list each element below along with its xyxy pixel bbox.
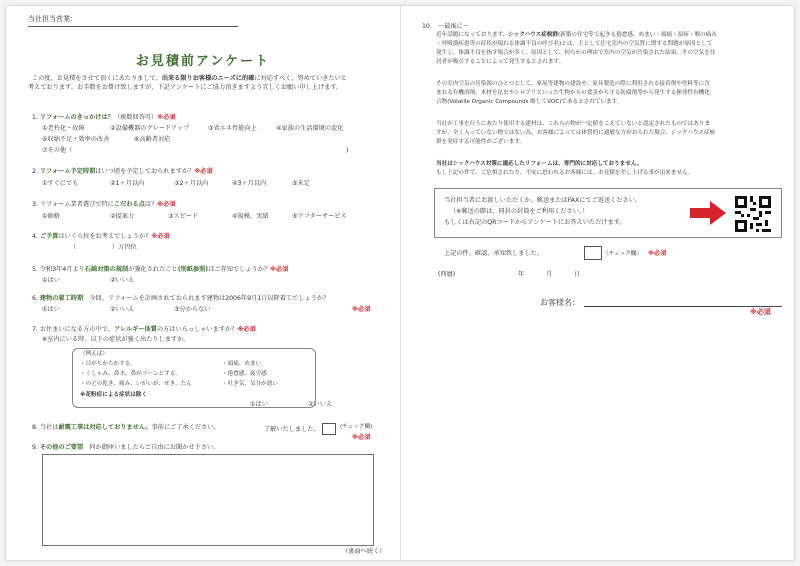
q10-heading: 10. ～最後に～: [422, 23, 469, 30]
q8-chk-label: (チェック欄): [340, 424, 373, 430]
q8-ack: 了解いたしました。: [264, 423, 338, 435]
q2-opt-4[interactable]: ④3ヶ月以内: [232, 180, 267, 187]
q2-opt-2[interactable]: ②1ヶ月以内: [110, 180, 145, 187]
q6-required: ※必須: [352, 306, 371, 313]
customer-name-required: ※必須: [750, 308, 771, 316]
q1-opt-5[interactable]: ⑤収納不足・効率の改善: [42, 136, 110, 143]
p1-line-1: 近年話題になっております、シックハウス症候群(新築の住宅等で起きる倦怠感、めまい・頭痛・湿疹・喉の痛み: [436, 32, 717, 38]
q1-title: 1. リフォームのきっかけは？（複数回答可）※必須: [32, 114, 176, 121]
q5-title: 5. 令和3年4月より石綿対策の規制が強化されたこと(別紙参照)はご存知でしょうか？※必須: [32, 266, 289, 273]
q7-ex-right-3: ・吐き気、気分が悪い: [222, 381, 278, 387]
intro-line-1: この度、お見積をさせて頂くにあたりまして、出来る限りお客様のニーズに的確に対応すべく、努めていきたいと: [32, 75, 347, 82]
q2-opt-3[interactable]: ③2ヶ月以内: [174, 180, 209, 187]
q5-opt-no[interactable]: ②いいえ: [110, 277, 135, 284]
q7-ex-left-3: ・のどの乾き、痛み、いがいが、せき、たん: [80, 381, 192, 387]
page-fold: [400, 6, 401, 560]
q8-required: ※必須: [352, 434, 371, 441]
q6-opt-unknown[interactable]: ③分からない: [174, 306, 211, 313]
notice-line-1: 当社担当者にお渡しいただくか、郵送またはFAXにてご返送ください。: [444, 197, 642, 204]
q8-checkbox[interactable]: [322, 423, 336, 435]
q5-opt-yes[interactable]: ①はい: [42, 277, 60, 284]
q7-opt-yes[interactable]: ①はい: [250, 401, 268, 408]
q3-opt-3[interactable]: ③スピード: [168, 213, 199, 220]
p1-line-3: 発生し、体調不良を指す場合が多く、原因として、何らかの理由で室内の空気が汚染された結果、その空気を住: [436, 50, 716, 56]
p3-line-2: すが、全く入っていない物ではない為、お客様によっては体質的に過敏な方がおられた場合、シックハウス症候: [436, 130, 716, 136]
p4-line: もし上記の件で、ご危惧されたり、不安に思われるお客様には、お見積を差し上げる事が出来ません。: [436, 170, 694, 176]
confirm-chk-label: （チェック欄）: [603, 251, 642, 257]
staff-label: 当社担当営業：: [28, 15, 77, 23]
q7-title: 7. お住まいになる方の中で、アレルギー体質の方はいらっしゃいますか？※必須: [32, 326, 256, 333]
p4-bold: 当社はシックハウス対策に適応したリフォームは、専門的に対応しておりません。: [436, 161, 643, 167]
q1-opt-1[interactable]: ①老朽化・故障: [42, 125, 85, 132]
q6-opt-no[interactable]: ②いいえ: [110, 306, 135, 313]
q7-ex-right-2: ・倦怠感、疲労感: [222, 371, 267, 377]
confirm-required: ※必須: [648, 250, 667, 257]
q3-opt-4[interactable]: ④規模、実績: [232, 213, 269, 220]
q7-opt-no[interactable]: ②いいえ: [308, 401, 333, 408]
q6-title: 6. 建物の着工時期 今回、リフォームを計画されておられます建物は2006年9月1日以降着工でしょうか？: [32, 295, 330, 302]
qr-code-icon[interactable]: [735, 196, 771, 232]
p2-line-3: 合物(Volatile Organic Compounds 略してVOC)であるとされています。: [436, 99, 623, 105]
q7-ex-label: （例えば）: [80, 351, 108, 357]
q8-title: 8. 当社は耐震工事は対応しておりません。事前にご了承ください。: [32, 424, 220, 431]
q4-amount-field[interactable]: ）万円位: [112, 244, 137, 251]
date-month[interactable]: 月: [546, 271, 553, 278]
staff-underline: [28, 26, 238, 27]
q7-ex-right-1: ・頭痛、めまい: [222, 361, 262, 367]
q3-opt-2[interactable]: ②提案力: [110, 213, 135, 220]
q6-opt-yes[interactable]: ①はい: [42, 306, 60, 313]
q4-amount-open: （: [70, 244, 77, 251]
q1-opt-6[interactable]: ⑥高齢者対応: [134, 136, 171, 143]
notice-line-2: （※郵送の際は、同封の封筒をご利用ください。）: [450, 208, 589, 215]
q1-opt-3[interactable]: ③省エネ性能向上: [208, 125, 257, 132]
q2-opt-1[interactable]: ①すぐにでも: [42, 180, 79, 187]
q1-opt-other[interactable]: ⑦その他（: [42, 147, 73, 154]
questionnaire-sheet: [6, 6, 794, 560]
confirm-text: 上記の件、確認、承知致しました。: [444, 250, 543, 257]
q7-ex-note: ※花粉症による症状は除く: [80, 392, 147, 398]
q7-examples-box: [72, 348, 316, 408]
q9-title: 9. その他のご要望 何か御座いましたらご自由にお聞かせ下さい。: [32, 444, 220, 451]
q1-other-close: ): [346, 147, 349, 154]
q3-opt-5[interactable]: ⑤アフターサービス: [292, 213, 347, 220]
q1-opt-4[interactable]: ④家族の生活環境の変化: [276, 125, 344, 132]
p3-line-3: 群を発症する可能性がございます。: [436, 139, 526, 145]
p1-line-4: 居者が吸引することによって発生するとされます。: [436, 59, 565, 65]
q2-title: 2. リフォーム予定時期はいつ頃を予定しておられますか？※必須: [32, 168, 213, 175]
q7-ex-left-1: ・目がちかちかする。: [80, 361, 136, 367]
p3-line-1: 当社が工事を行うにあたり使用する建材は、これらの物が一定値をこえていないと認定されたものではありま: [436, 121, 711, 127]
date-year[interactable]: 年: [518, 271, 525, 278]
customer-name-label: お客様名：: [540, 298, 580, 307]
continue-note: （裏面へ続く）: [342, 548, 386, 555]
q1-opt-2[interactable]: ②設備機器のグレードアップ: [110, 125, 190, 132]
intro-line-2: 考えております。お手数をお掛け致しますが、下記アンケートにご協力頂きますよう宜しくお願い申し上げます。: [28, 84, 343, 91]
q9-textarea[interactable]: [42, 454, 374, 546]
p1-line-2: ・呼吸器疾患等の症状が現れる体調不良の呼び名)とは、主として住宅室内の空気質に関する問題が原因として: [436, 41, 713, 47]
q7-sub: ※室内にいる時、以下の症状が強く出たりしますか。: [42, 336, 190, 343]
q2-opt-5[interactable]: ⑤未定: [292, 180, 310, 187]
q4-title: 4. ご予算はいくら位をお考えでしょうか？※必須: [32, 233, 170, 240]
q3-opt-1[interactable]: ①価格: [42, 213, 60, 220]
p2-line-1: その室内空気の汚染源のひとつとして、家屋等建物の建設や、家具製造の際に利用される接着剤や塗料等に含: [436, 81, 710, 87]
q7-ex-left-2: ・くしゃみ、鼻水、鼻がツーンとする。: [80, 371, 181, 377]
date-era: (西暦): [438, 271, 456, 278]
p2-line-2: まれる有機溶剤、木材を昆虫やシロアリといった生物からの食害から守る防腐剤等から発生する揮発性有機化: [436, 90, 710, 96]
notice-line-3: もしくは右記のQRコードからアンケートにお答えいただけます。: [444, 219, 626, 226]
date-day[interactable]: 日: [574, 271, 581, 278]
confirm-checkbox[interactable]: [584, 246, 602, 260]
q3-title: 3. リフォーム業者選びで特にこだわる点は？※必須: [32, 201, 176, 208]
arrow-right-icon: [690, 201, 726, 225]
page-title: お見積前アンケート: [135, 54, 271, 69]
